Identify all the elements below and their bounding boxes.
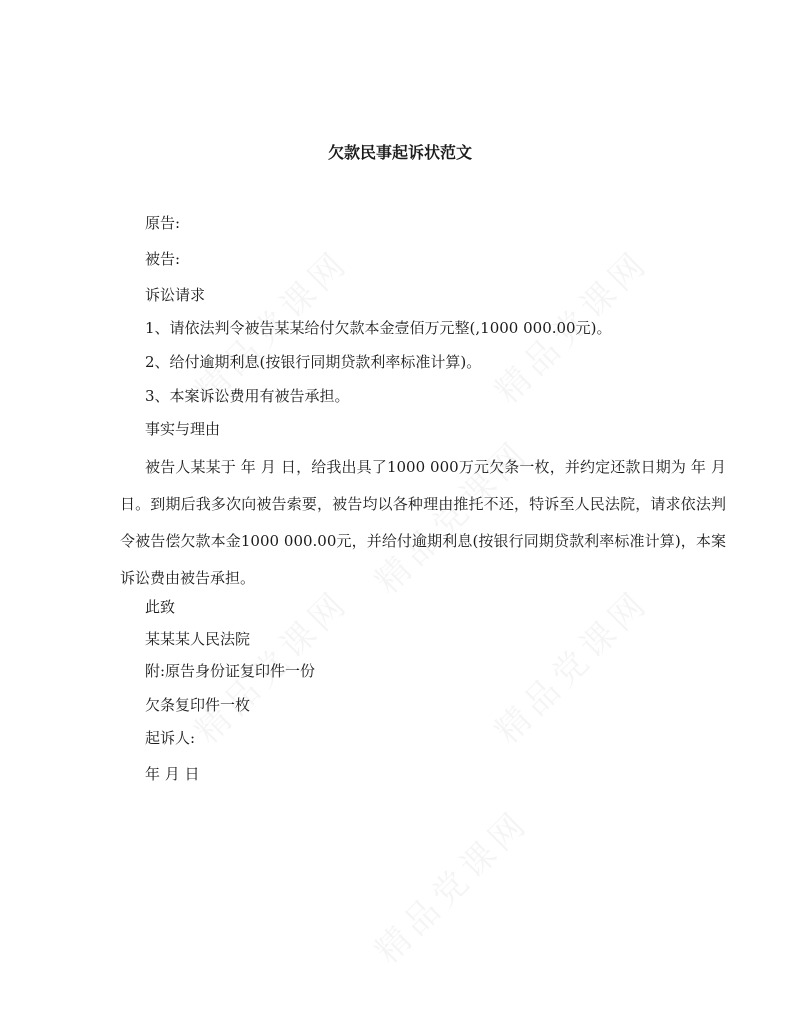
court-name: 某某某人民法院 <box>145 630 251 648</box>
watermark <box>362 796 538 972</box>
watermark <box>482 576 658 752</box>
attachment-item: 附:原告身份证复印件一份 <box>145 662 316 680</box>
facts-heading: 事实与理由 <box>145 420 221 438</box>
attachment-item: 欠条复印件一枚 <box>145 696 251 714</box>
defendant-label: 被告: <box>145 250 181 268</box>
claim-item: 2、给付逾期利息(按银行同期贷款利率标准计算)。 <box>145 353 482 371</box>
date-line: 年 月 日 <box>145 765 200 783</box>
claim-item: 1、请依法判令被告某某给付欠款本金壹佰万元整(,1000 000.00元)。 <box>145 319 612 337</box>
facts-body: 被告人某某于 年 月 日，给我出具了1000 000万元欠条一枚，并约定还款日期为 年 月 日。到期后我多次向被告索要，被告均以各种理由推托不还，特诉至人民法院，请求依法判令被告偿欠款本金1000 000.00元，并给付逾期利息(按银行同期贷款利率标准计算)，本案诉讼费由被告承担。 <box>120 458 726 587</box>
claims-heading: 诉讼请求 <box>145 286 206 304</box>
claim-item: 3、本案诉讼费用有被告承担。 <box>145 387 350 405</box>
closing-text: 此致 <box>145 598 176 616</box>
plaintiff-label: 原告: <box>145 214 181 232</box>
signer-label: 起诉人: <box>145 729 196 747</box>
document-title: 欠款民事起诉状范文 <box>327 143 472 162</box>
